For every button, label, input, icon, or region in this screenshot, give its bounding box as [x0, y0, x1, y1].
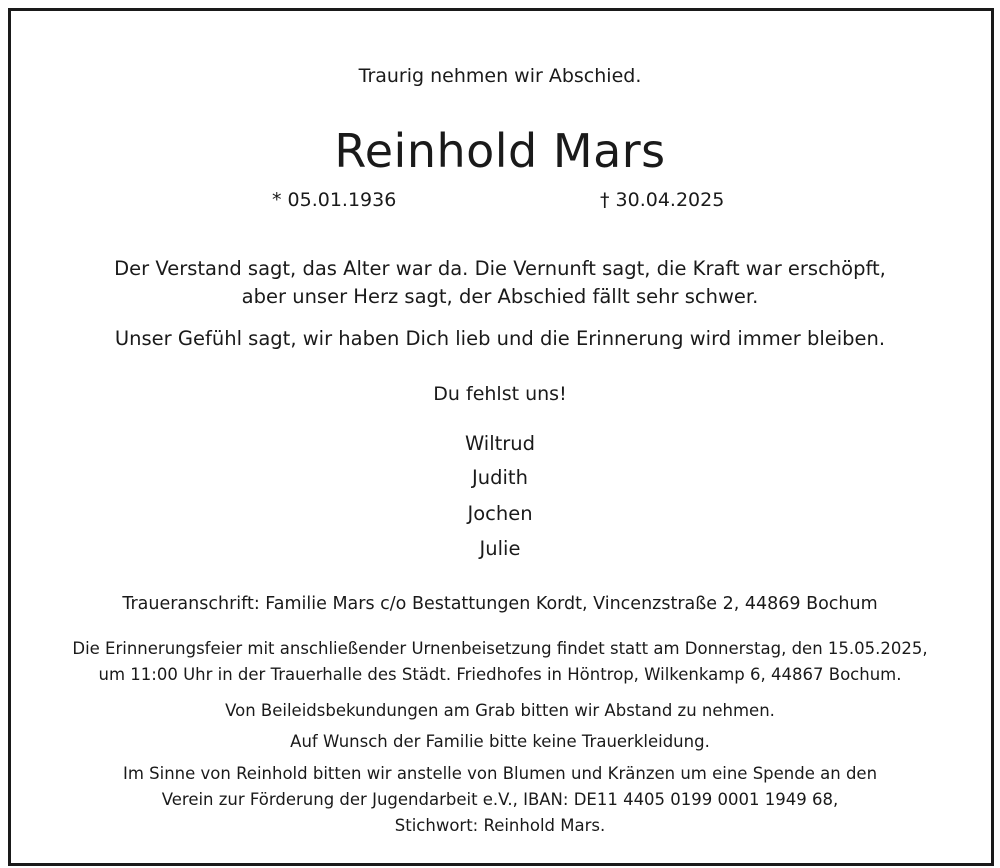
dress-note: Auf Wunsch der Familie bitte keine Trauerkleidung. [290, 732, 710, 751]
verse-line-1: Der Verstand sagt, das Alter war da. Die Vernunft sagt, die Kraft war erschöpft, [114, 257, 886, 280]
mourning-address: Traueranschrift: Familie Mars c/o Bestattungen Kordt, Vincenzstraße 2, 44869 Bochum [122, 594, 878, 614]
family-member: Judith [472, 466, 528, 489]
birth-date: * 05.01.1936 [272, 189, 397, 211]
donation-line-1: Im Sinne von Reinhold bitten wir anstelle von Blumen und Kränzen um eine Spende an den [122, 764, 878, 783]
condolence-note: Von Beileidsbekundungen am Grab bitten wir Abstand zu nehmen. [225, 701, 775, 720]
verse-line-3: Unser Gefühl sagt, wir haben Dich lieb und die Erinnerung wird immer bleiben. [114, 327, 886, 350]
family-member: Julie [479, 537, 521, 560]
family-member: Wiltrud [464, 432, 536, 455]
donation-line-3: Stichwort: Reinhold Mars. [394, 816, 606, 835]
miss-line: Du fehlst uns! [433, 383, 567, 405]
verse-line-2: aber unser Herz sagt, der Abschied fällt sehr schwer. [241, 285, 759, 308]
death-date: † 30.04.2025 [600, 189, 725, 211]
intro-line: Traurig nehmen wir Abschied. [358, 65, 642, 87]
ceremony-line-1: Die Erinnerungsfeier mit anschließender Urnenbeisetzung findet statt am Donnerstag, den 15.05.2025, [72, 639, 928, 658]
ceremony-line-2: um 11:00 Uhr in der Trauerhalle des Städt. Friedhofes in Höntrop, Wilkenkamp 6, 44867 Bochum. [98, 665, 902, 684]
deceased-name: Reinhold Mars [334, 124, 666, 178]
family-member: Jochen [467, 502, 533, 525]
donation-line-2: Verein zur Förderung der Jugendarbeit e.V., IBAN: DE11 4405 0199 0001 1949 68, [161, 790, 839, 809]
